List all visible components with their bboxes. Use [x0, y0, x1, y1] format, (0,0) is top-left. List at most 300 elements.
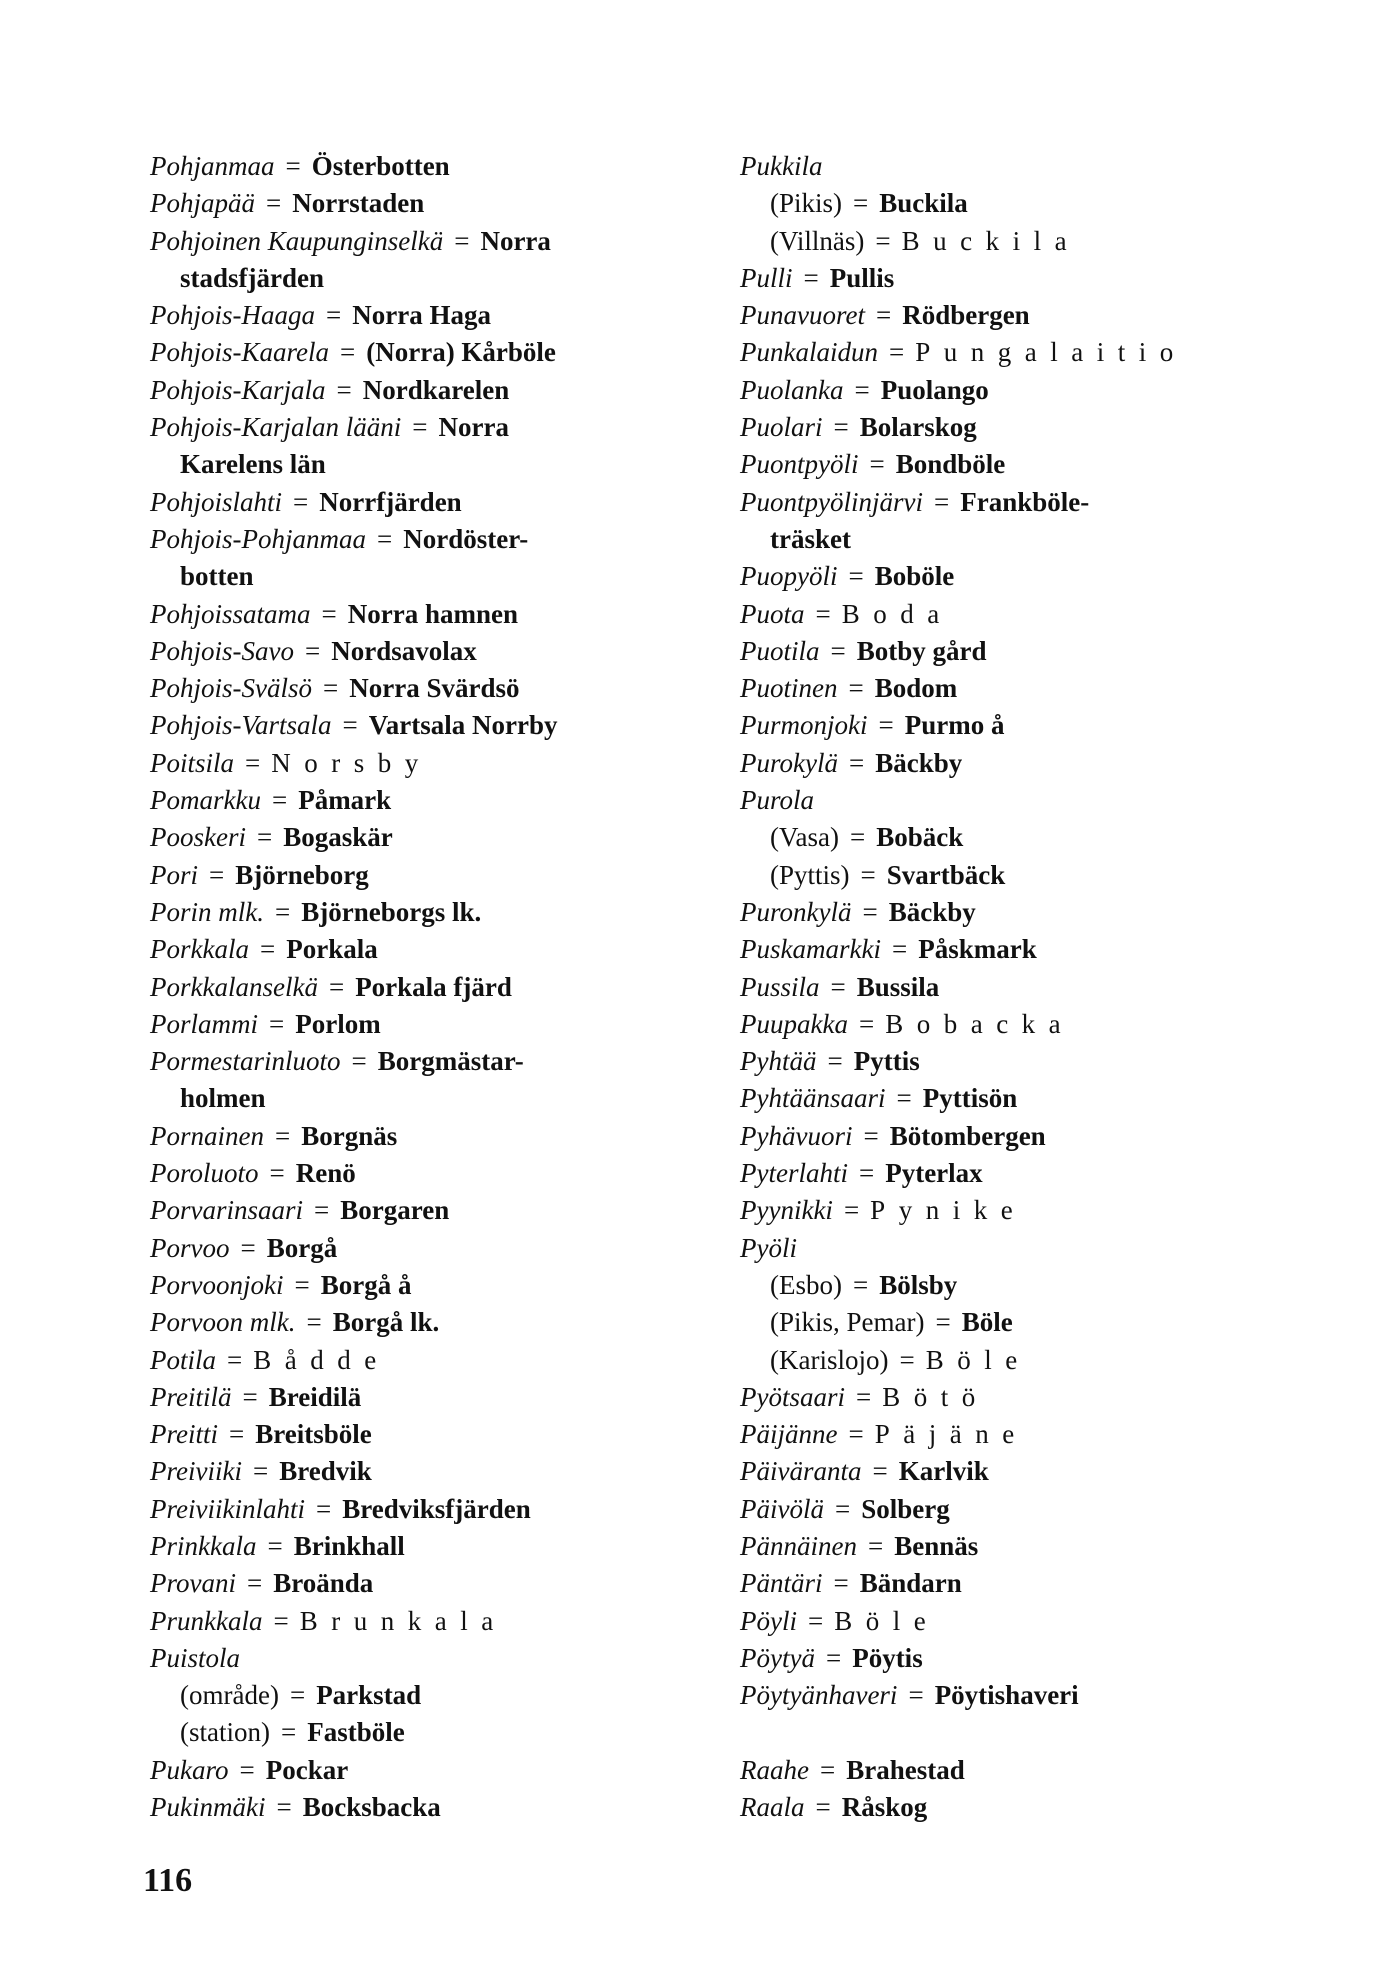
- finnish-name: Puskamarkki: [740, 934, 881, 965]
- parish-note: (Karislojo): [770, 1344, 889, 1375]
- swedish-name: Pöytishaveri: [934, 1680, 1079, 1711]
- swedish-name: Frankböle-: [960, 486, 1090, 517]
- swedish-name: Bötö: [882, 1381, 989, 1412]
- finnish-name: Porkkalanselkä: [150, 971, 318, 1002]
- equals-sign: =: [315, 1493, 332, 1524]
- entry-line: [150, 1528, 710, 1565]
- finnish-name: Päijänne: [740, 1419, 838, 1450]
- equals-sign: =: [856, 1381, 872, 1412]
- equals-sign: =: [275, 1120, 291, 1151]
- swedish-name: Bredviksfjärden: [342, 1493, 531, 1524]
- entry-line: [150, 1416, 710, 1453]
- finnish-name: Preiviiki: [150, 1456, 242, 1487]
- equals-sign: =: [246, 1568, 263, 1599]
- equals-sign: =: [867, 1530, 884, 1561]
- finnish-name: Punavuoret: [740, 300, 865, 331]
- swedish-name: Bobacka: [885, 1008, 1075, 1039]
- entry-line: [150, 1379, 710, 1416]
- swedish-name: Norra: [480, 225, 551, 256]
- equals-sign: =: [209, 859, 225, 890]
- entry-line: [150, 484, 710, 521]
- finnish-name: Pyhtäänsaari: [740, 1083, 886, 1114]
- finnish-name: Preitilä: [150, 1381, 232, 1412]
- entry-line: [150, 1603, 710, 1640]
- equals-sign: =: [273, 1605, 289, 1636]
- equals-sign: =: [848, 747, 865, 778]
- entry-line: [150, 1342, 710, 1379]
- swedish-name: Bötombergen: [889, 1120, 1046, 1151]
- entry-line: [150, 372, 710, 409]
- finnish-name: Pukaro: [150, 1754, 229, 1785]
- entry-line: [740, 1714, 1380, 1751]
- parish-note: (Pikis): [770, 188, 843, 219]
- swedish-name: Breidilä: [268, 1381, 362, 1412]
- swedish-name: Brunkala: [299, 1605, 507, 1636]
- entry-line: [150, 1006, 710, 1043]
- entry-line: [740, 260, 1380, 297]
- finnish-name: Potila: [150, 1344, 216, 1375]
- finnish-name: Pornainen: [150, 1120, 264, 1151]
- swedish-name: Norra: [438, 412, 509, 443]
- entry-line: [150, 1118, 710, 1155]
- swedish-name: Pyttis: [853, 1046, 920, 1077]
- finnish-name: Pukkila: [740, 151, 823, 181]
- entry-line: [740, 372, 1380, 409]
- equals-sign: =: [229, 1419, 245, 1450]
- finnish-name: Prunkkala: [150, 1605, 263, 1636]
- equals-sign: =: [848, 561, 864, 592]
- equals-sign: =: [293, 486, 309, 517]
- equals-sign: =: [827, 1046, 843, 1077]
- swedish-name: Påskmark: [918, 934, 1037, 965]
- equals-sign: =: [807, 1605, 824, 1636]
- swedish-name: Nordkarelen: [362, 374, 510, 405]
- equals-sign: =: [908, 1680, 924, 1711]
- entry-line: [150, 1752, 710, 1789]
- equals-sign: =: [843, 1195, 860, 1226]
- finnish-name: Puotila: [740, 635, 820, 666]
- finnish-name: Pohjois-Vartsala: [150, 710, 332, 741]
- equals-sign: =: [276, 1792, 292, 1823]
- equals-sign: =: [377, 523, 393, 554]
- finnish-name: Puupakka: [740, 1008, 848, 1039]
- entry-line: [740, 1640, 1380, 1677]
- right-column: [740, 148, 1380, 1826]
- equals-sign: =: [321, 598, 337, 629]
- finnish-name: Pohjoissatama: [150, 598, 311, 629]
- swedish-name: Bådde: [253, 1344, 390, 1375]
- entry-line: [740, 1603, 1380, 1640]
- finnish-name: Pyöli: [740, 1232, 797, 1263]
- equals-sign: =: [306, 1307, 322, 1338]
- entry-line: [740, 1192, 1380, 1229]
- equals-sign: =: [872, 1456, 888, 1487]
- entry-line: [740, 1267, 1380, 1304]
- finnish-name: Päntäri: [740, 1568, 823, 1599]
- equals-sign: =: [275, 896, 291, 927]
- finnish-name: Porlammi: [150, 1008, 258, 1039]
- finnish-name: Pohjapää: [150, 188, 255, 219]
- finnish-name: Porvoonjoki: [150, 1269, 284, 1300]
- entry-line: [740, 1155, 1380, 1192]
- equals-sign: =: [848, 673, 864, 704]
- equals-sign: =: [304, 635, 321, 666]
- finnish-name: Pöyli: [740, 1605, 797, 1636]
- swedish-name: Bolarskog: [859, 412, 977, 443]
- entry-line: [740, 521, 1380, 558]
- equals-sign: =: [323, 673, 339, 704]
- swedish-name: Pungalaitio: [915, 337, 1187, 368]
- finnish-name: Punkalaidun: [740, 337, 878, 368]
- entry-line: [150, 969, 710, 1006]
- finnish-name: Pöytyä: [740, 1642, 815, 1673]
- entry-line: [740, 1752, 1380, 1789]
- parish-note: (Vasa): [770, 822, 839, 853]
- entry-line: [740, 1789, 1380, 1826]
- entry-line: [740, 707, 1380, 744]
- entry-line: [740, 409, 1380, 446]
- finnish-name: Pussila: [740, 971, 820, 1002]
- swedish-name: träsket: [770, 523, 851, 554]
- entry-line: [740, 745, 1380, 782]
- entry-line: [740, 819, 1380, 856]
- equals-sign: =: [833, 412, 849, 443]
- swedish-name: Broända: [273, 1568, 374, 1599]
- equals-sign: =: [896, 1083, 912, 1114]
- entry-line: [150, 1677, 710, 1714]
- entry-line: [740, 931, 1380, 968]
- finnish-name: Pohjois-Karjalan lääni: [150, 412, 402, 443]
- equals-sign: =: [815, 598, 831, 629]
- swedish-name: Böle: [961, 1307, 1013, 1338]
- parish-note: (område): [180, 1680, 279, 1711]
- equals-sign: =: [860, 859, 876, 890]
- swedish-name: Vartsala Norrby: [368, 710, 558, 741]
- swedish-name: Borgå: [266, 1232, 338, 1263]
- finnish-name: Puopyöli: [740, 561, 838, 592]
- finnish-name: Porvoon mlk.: [150, 1307, 296, 1338]
- swedish-name: Borgå lk.: [332, 1307, 440, 1338]
- swedish-name: Purmo å: [904, 710, 1005, 741]
- swedish-name: Renö: [295, 1158, 356, 1189]
- entry-line: [740, 1043, 1380, 1080]
- finnish-name: Purola: [740, 785, 814, 816]
- entry-line: [150, 446, 710, 483]
- equals-sign: =: [269, 1008, 285, 1039]
- finnish-name: Pohjois-Haaga: [150, 300, 315, 331]
- equals-sign: =: [833, 1568, 849, 1599]
- swedish-name: holmen: [180, 1083, 266, 1114]
- entry-line: [740, 446, 1380, 483]
- equals-sign: =: [242, 1381, 258, 1412]
- equals-sign: =: [240, 1232, 256, 1263]
- finnish-name: Purokylä: [740, 747, 838, 778]
- entry-line: [150, 223, 710, 260]
- swedish-name: Bäckby: [875, 747, 963, 778]
- finnish-name: Pohjois-Pohjanmaa: [150, 523, 366, 554]
- entry-line: [150, 782, 710, 819]
- equals-sign: =: [252, 1456, 269, 1487]
- swedish-name: Breitsböle: [255, 1419, 372, 1450]
- equals-sign: =: [869, 449, 885, 480]
- equals-sign: =: [266, 188, 282, 219]
- entry-line: [150, 894, 710, 931]
- equals-sign: =: [314, 1195, 330, 1226]
- parish-note: (Esbo): [770, 1269, 842, 1300]
- entry-line: [150, 260, 710, 297]
- entry-line: [740, 185, 1380, 222]
- equals-sign: =: [412, 412, 428, 443]
- finnish-name: Pöytyänhaveri: [740, 1680, 898, 1711]
- entry-line: [150, 1267, 710, 1304]
- entry-line: [150, 1155, 710, 1192]
- finnish-name: Porvoo: [150, 1232, 230, 1263]
- entry-line: [150, 1565, 710, 1602]
- swedish-name: Svartbäck: [886, 859, 1006, 890]
- swedish-name: Nordsavolax: [331, 635, 477, 666]
- entry-line: [740, 969, 1380, 1006]
- equals-sign: =: [862, 896, 878, 927]
- swedish-name: Porkala: [286, 934, 378, 965]
- finnish-name: Poitsila: [150, 747, 235, 778]
- finnish-name: Pyhävuori: [740, 1120, 853, 1151]
- equals-sign: =: [269, 1158, 285, 1189]
- equals-sign: =: [294, 1269, 310, 1300]
- entry-line: [740, 1565, 1380, 1602]
- swedish-name: Böle: [834, 1605, 940, 1636]
- equals-sign: =: [858, 1008, 875, 1039]
- swedish-name: Borgmästar-: [377, 1046, 524, 1077]
- entry-line: [150, 819, 710, 856]
- equals-sign: =: [259, 934, 276, 965]
- swedish-name: Norsby: [271, 747, 432, 778]
- finnish-name: Pohjois-Karjala: [150, 374, 326, 405]
- entry-line: [150, 1491, 710, 1528]
- entry-line: [740, 1528, 1380, 1565]
- swedish-name: Porlom: [295, 1008, 381, 1039]
- equals-sign: =: [878, 710, 894, 741]
- finnish-name: Puota: [740, 598, 805, 629]
- equals-sign: =: [854, 374, 870, 405]
- finnish-name: Porvarinsaari: [150, 1195, 304, 1226]
- equals-sign: =: [858, 1158, 875, 1189]
- finnish-name: Pori: [150, 859, 199, 890]
- swedish-name: Rödbergen: [902, 300, 1030, 331]
- entry-line: [150, 931, 710, 968]
- swedish-name: botten: [180, 561, 254, 592]
- entry-line: [740, 1416, 1380, 1453]
- entry-line: [150, 148, 710, 185]
- finnish-name: Pyynikki: [740, 1195, 833, 1226]
- swedish-name: Brinkhall: [293, 1530, 405, 1561]
- finnish-name: Pormestarinluoto: [150, 1046, 341, 1077]
- parish-note: (Villnäs): [770, 225, 865, 256]
- equals-sign: =: [340, 337, 356, 368]
- entry-line: [150, 409, 710, 446]
- page-number: 116: [143, 1862, 193, 1899]
- swedish-name: Norrfjärden: [319, 486, 462, 517]
- swedish-name: Bredvik: [279, 1456, 372, 1487]
- swedish-name: Karelens län: [180, 449, 326, 480]
- swedish-name: Björneborgs lk.: [301, 896, 482, 927]
- equals-sign: =: [271, 785, 288, 816]
- swedish-name: (Norra) Kårböle: [366, 337, 556, 368]
- entry-line: [740, 782, 1380, 819]
- finnish-name: Pukinmäki: [150, 1792, 266, 1823]
- swedish-name: Buckila: [901, 225, 1081, 256]
- swedish-name: Solberg: [861, 1493, 950, 1524]
- swedish-name: Borgnäs: [301, 1120, 398, 1151]
- entry-line: [150, 1789, 710, 1826]
- swedish-name: Bocksbacka: [302, 1792, 441, 1823]
- swedish-name: Norrstaden: [292, 188, 425, 219]
- swedish-name: Norra hamnen: [347, 598, 518, 629]
- swedish-name: Österbotten: [311, 151, 450, 181]
- entry-line: [150, 1192, 710, 1229]
- entry-line: [150, 596, 710, 633]
- entry-line: [740, 1491, 1380, 1528]
- finnish-name: Puontpyöli: [740, 449, 859, 480]
- swedish-name: Pyttisön: [922, 1083, 1018, 1114]
- entry-line: [150, 558, 710, 595]
- equals-sign: =: [830, 635, 846, 666]
- swedish-name: Nordöster-: [403, 523, 529, 554]
- finnish-name: Puolari: [740, 412, 823, 443]
- entry-line: [150, 1230, 710, 1267]
- equals-sign: =: [852, 1269, 869, 1300]
- equals-sign: =: [935, 1307, 951, 1338]
- entry-line: [150, 521, 710, 558]
- finnish-name: Pooskeri: [150, 822, 246, 853]
- entry-line: [150, 185, 710, 222]
- swedish-name: Botby gård: [856, 635, 987, 666]
- finnish-name: Pohjois-Savo: [150, 635, 294, 666]
- equals-sign: =: [336, 374, 352, 405]
- entry-line: [150, 334, 710, 371]
- equals-sign: =: [342, 710, 358, 741]
- equals-sign: =: [849, 822, 866, 853]
- equals-sign: =: [289, 1680, 306, 1711]
- parish-note: (station): [180, 1717, 270, 1748]
- equals-sign: =: [899, 1344, 915, 1375]
- entry-line: [150, 297, 710, 334]
- equals-sign: =: [875, 225, 891, 256]
- finnish-name: Pännäinen: [740, 1530, 857, 1561]
- swedish-name: Råskog: [841, 1792, 928, 1823]
- entry-line: [150, 707, 710, 744]
- equals-sign: =: [888, 337, 905, 368]
- swedish-name: Karlvik: [898, 1456, 989, 1487]
- entry-line: [150, 1080, 710, 1117]
- equals-sign: =: [285, 151, 301, 181]
- finnish-name: Porin mlk.: [150, 896, 264, 927]
- equals-sign: =: [853, 188, 869, 219]
- swedish-name: Parkstad: [316, 1680, 422, 1711]
- entry-line: [740, 1080, 1380, 1117]
- entry-line: [740, 1118, 1380, 1155]
- finnish-name: Raahe: [740, 1754, 809, 1785]
- swedish-name: Bodom: [874, 673, 958, 704]
- left-column: [150, 148, 710, 1826]
- finnish-name: Poroluoto: [150, 1158, 259, 1189]
- entry-line: [740, 1342, 1380, 1379]
- equals-sign: =: [848, 1419, 864, 1450]
- finnish-name: Pyhtää: [740, 1046, 817, 1077]
- swedish-name: Boda: [841, 598, 953, 629]
- equals-sign: =: [825, 1642, 842, 1673]
- entry-line: [740, 1379, 1380, 1416]
- swedish-name: Porkala fjärd: [355, 971, 512, 1002]
- entry-line: [740, 1453, 1380, 1490]
- entry-line: [150, 670, 710, 707]
- equals-sign: =: [819, 1754, 836, 1785]
- entry-line: [150, 745, 710, 782]
- finnish-name: Prinkkala: [150, 1530, 257, 1561]
- equals-sign: =: [875, 300, 892, 331]
- swedish-name: Päjäne: [874, 1419, 1028, 1450]
- parish-note: (Pikis, Pemar): [770, 1307, 925, 1338]
- finnish-name: Preiviikinlahti: [150, 1493, 305, 1524]
- entry-line: [740, 633, 1380, 670]
- equals-sign: =: [803, 262, 819, 293]
- finnish-name: Pulli: [740, 262, 793, 293]
- swedish-name: Böle: [925, 1344, 1031, 1375]
- entry-line: [740, 484, 1380, 521]
- finnish-name: Raala: [740, 1792, 805, 1823]
- swedish-name: Fastböle: [307, 1717, 405, 1748]
- entry-line: [150, 1714, 710, 1751]
- entry-line: [150, 633, 710, 670]
- swedish-name: Pockar: [265, 1754, 349, 1785]
- swedish-name: Norra Haga: [352, 300, 491, 331]
- swedish-name: Påmark: [298, 785, 392, 816]
- entry-line: [740, 596, 1380, 633]
- entry-line: [150, 1304, 710, 1341]
- swedish-name: Pöytis: [852, 1642, 923, 1673]
- entry-line: [740, 297, 1380, 334]
- entry-line: [740, 558, 1380, 595]
- finnish-name: Preitti: [150, 1419, 218, 1450]
- equals-sign: =: [280, 1717, 297, 1748]
- finnish-name: Pohjois-Kaarela: [150, 337, 329, 368]
- finnish-name: Porkkala: [150, 934, 249, 965]
- equals-sign: =: [454, 225, 470, 256]
- finnish-name: Puolanka: [740, 374, 844, 405]
- swedish-name: Puolango: [880, 374, 989, 405]
- finnish-name: Päiväranta: [740, 1456, 862, 1487]
- equals-sign: =: [834, 1493, 851, 1524]
- equals-sign: =: [239, 1754, 255, 1785]
- entry-line: [740, 1006, 1380, 1043]
- finnish-name: Pohjanmaa: [150, 151, 275, 181]
- equals-sign: =: [326, 300, 342, 331]
- swedish-name: Boböle: [874, 561, 955, 592]
- finnish-name: Puistola: [150, 1642, 241, 1673]
- finnish-name: Puronkylä: [740, 896, 852, 927]
- entry-line: [150, 857, 710, 894]
- swedish-name: Bennäs: [894, 1530, 979, 1561]
- swedish-name: Bölsby: [879, 1269, 958, 1300]
- entry-line: [740, 670, 1380, 707]
- finnish-name: Pohjois-Svälsö: [150, 673, 312, 704]
- finnish-name: Provani: [150, 1568, 236, 1599]
- finnish-name: Purmonjoki: [740, 710, 868, 741]
- finnish-name: Puotinen: [740, 673, 838, 704]
- equals-sign: =: [830, 971, 846, 1002]
- entry-line: [150, 1453, 710, 1490]
- entry-line: [740, 1230, 1380, 1267]
- finnish-name: Pyterlahti: [740, 1158, 848, 1189]
